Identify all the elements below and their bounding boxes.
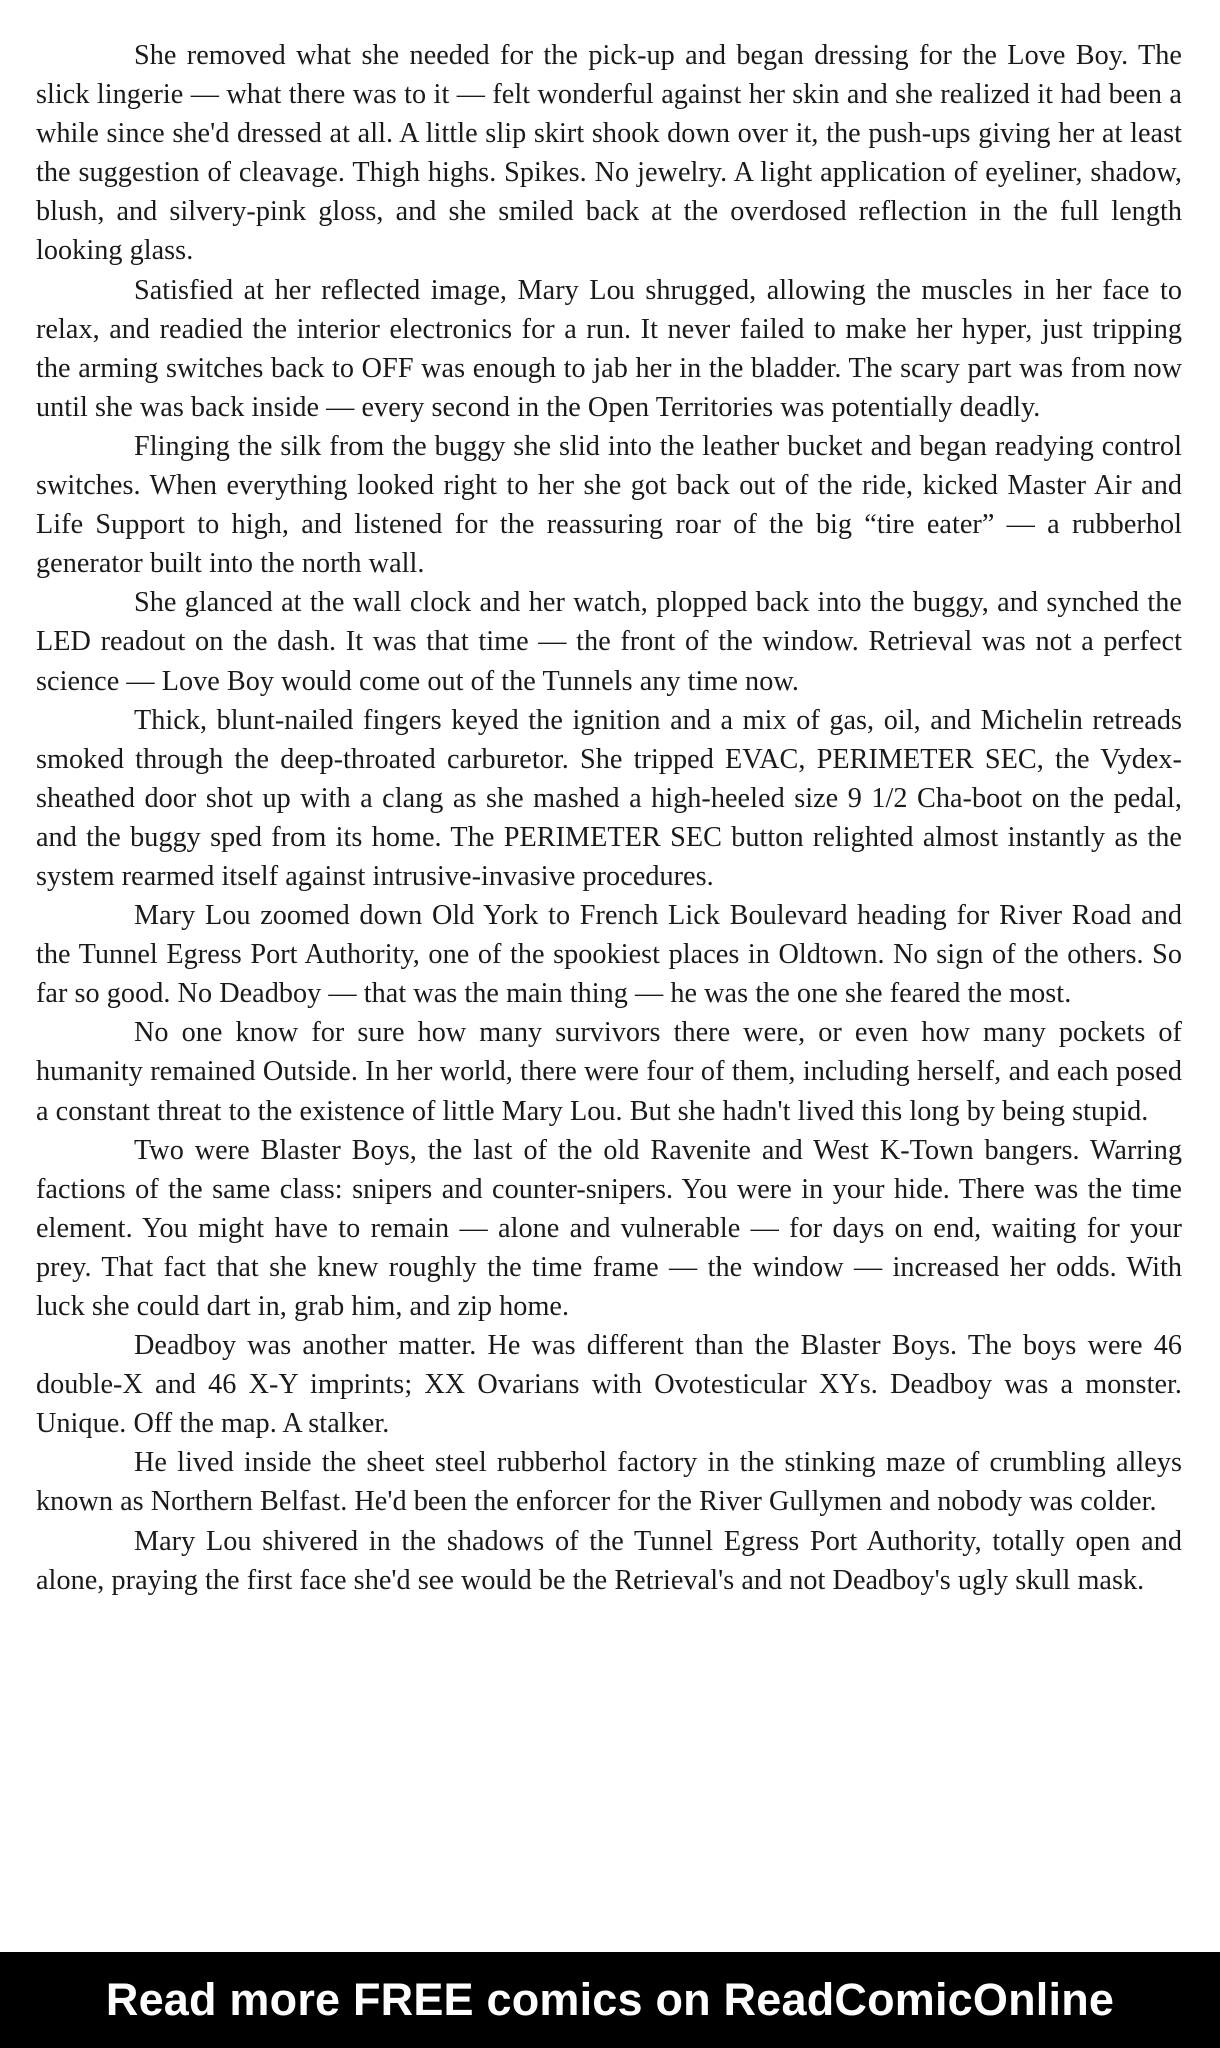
- paragraph-3: Flinging the silk from the buggy she slid into the leather bucket and began readying control switches. When everything looked right to her she got back out of the ride, kicked Master Air and Life Support to high, and listened for the reassuring roar of the big “tire eater” — a rubberhol generator built into the north wall.: [36, 430, 1182, 580]
- paragraph-2: Satisfied at her reflected image, Mary Lou shrugged, allowing the muscles in her face to relax, and readied the interior electronics for a run. It never failed to make her hyper, just tripping the arming switches back to OFF was enough to jab her in the bladder. The scary part was from now until she was back inside — every second in the Open Territories was potentially deadly.: [36, 274, 1182, 423]
- paragraph-11: Mary Lou shivered in the shadows of the Tunnel Egress Port Authority, totally open and alone, praying the first face she'd see would be the Retrieval's and not Deadboy's ugly skull mask.: [36, 1525, 1182, 1596]
- story-text: [36, 36, 1182, 1600]
- footer-banner[interactable]: [0, 1952, 1220, 2048]
- footer-banner-text[interactable]: Read more FREE comics on ReadComicOnline: [105, 1974, 1115, 2025]
- paragraph-7: No one know for sure how many survivors there were, or even how many pockets of humanity remained Outside. In her world, there were four of them, including herself, and each posed a constant threat to the existence of little Mary Lou. But she hadn't lived this long by being stupid.: [36, 1017, 1182, 1127]
- paragraph-9: Deadboy was another matter. He was different than the Blaster Boys. The boys were 46 double-X and 46 X-Y imprints; XX Ovarians with Ovotesticular XYs. Deadboy was a monster. Unique. Off the map. A stalker.: [36, 1330, 1182, 1440]
- paragraph-1: She removed what she needed for the pick-up and began dressing for the Love Boy. The slick lingerie — what there was to it — felt wonderful against her skin and she realized it had been a while since she'd dressed at all. A little slip skirt shook down over it, the push-ups giving her at least the suggestion of cleavage. Thigh highs. Spikes. No jewelry. A light application of eyeliner, shadow, blush, and silvery-pink gloss, and she smiled back at the overdosed reflection in the full length looking glass.: [36, 40, 1182, 267]
- paragraph-10: He lived inside the sheet steel rubberhol factory in the stinking maze of crumbling alleys known as Northern Belfast. He'd been the enforcer for the River Gullymen and nobody was colder.: [36, 1447, 1182, 1518]
- paragraph-5: Thick, blunt-nailed fingers keyed the ignition and a mix of gas, oil, and Michelin retreads smoked through the deep-throated carburetor. She tripped EVAC, PERIMETER SEC, the Vydex-sheathed door shot up with a clang as she mashed a high-heeled size 9 1/2 Cha-boot on the pedal, and the buggy sped from its home. The PERIMETER SEC button relighted almost instantly as the system rearmed itself against intrusive-invasive procedures.: [36, 704, 1182, 892]
- paragraph-8: Two were Blaster Boys, the last of the old Ravenite and West K-Town bangers. Warring factions of the same class: snipers and counter-snipers. You were in your hide. There was the time element. You might have to remain — alone and vulnerable — for days on end, waiting for your prey. That fact that she knew roughly the time frame — the window — increased her odds. With luck she could dart in, grab him, and zip home.: [36, 1134, 1182, 1322]
- paragraph-4: She glanced at the wall clock and her watch, plopped back into the buggy, and synched the LED readout on the dash. It was that time — the front of the window. Retrieval was not a perfect science — Love Boy would come out of the Tunnels any time now.: [36, 587, 1182, 697]
- paragraph-6: Mary Lou zoomed down Old York to French Lick Boulevard heading for River Road and the Tunnel Egress Port Authority, one of the spookiest places in Oldtown. No sign of the others. So far so good. No Deadboy — that was the main thing — he was the one she feared the most.: [36, 900, 1182, 1010]
